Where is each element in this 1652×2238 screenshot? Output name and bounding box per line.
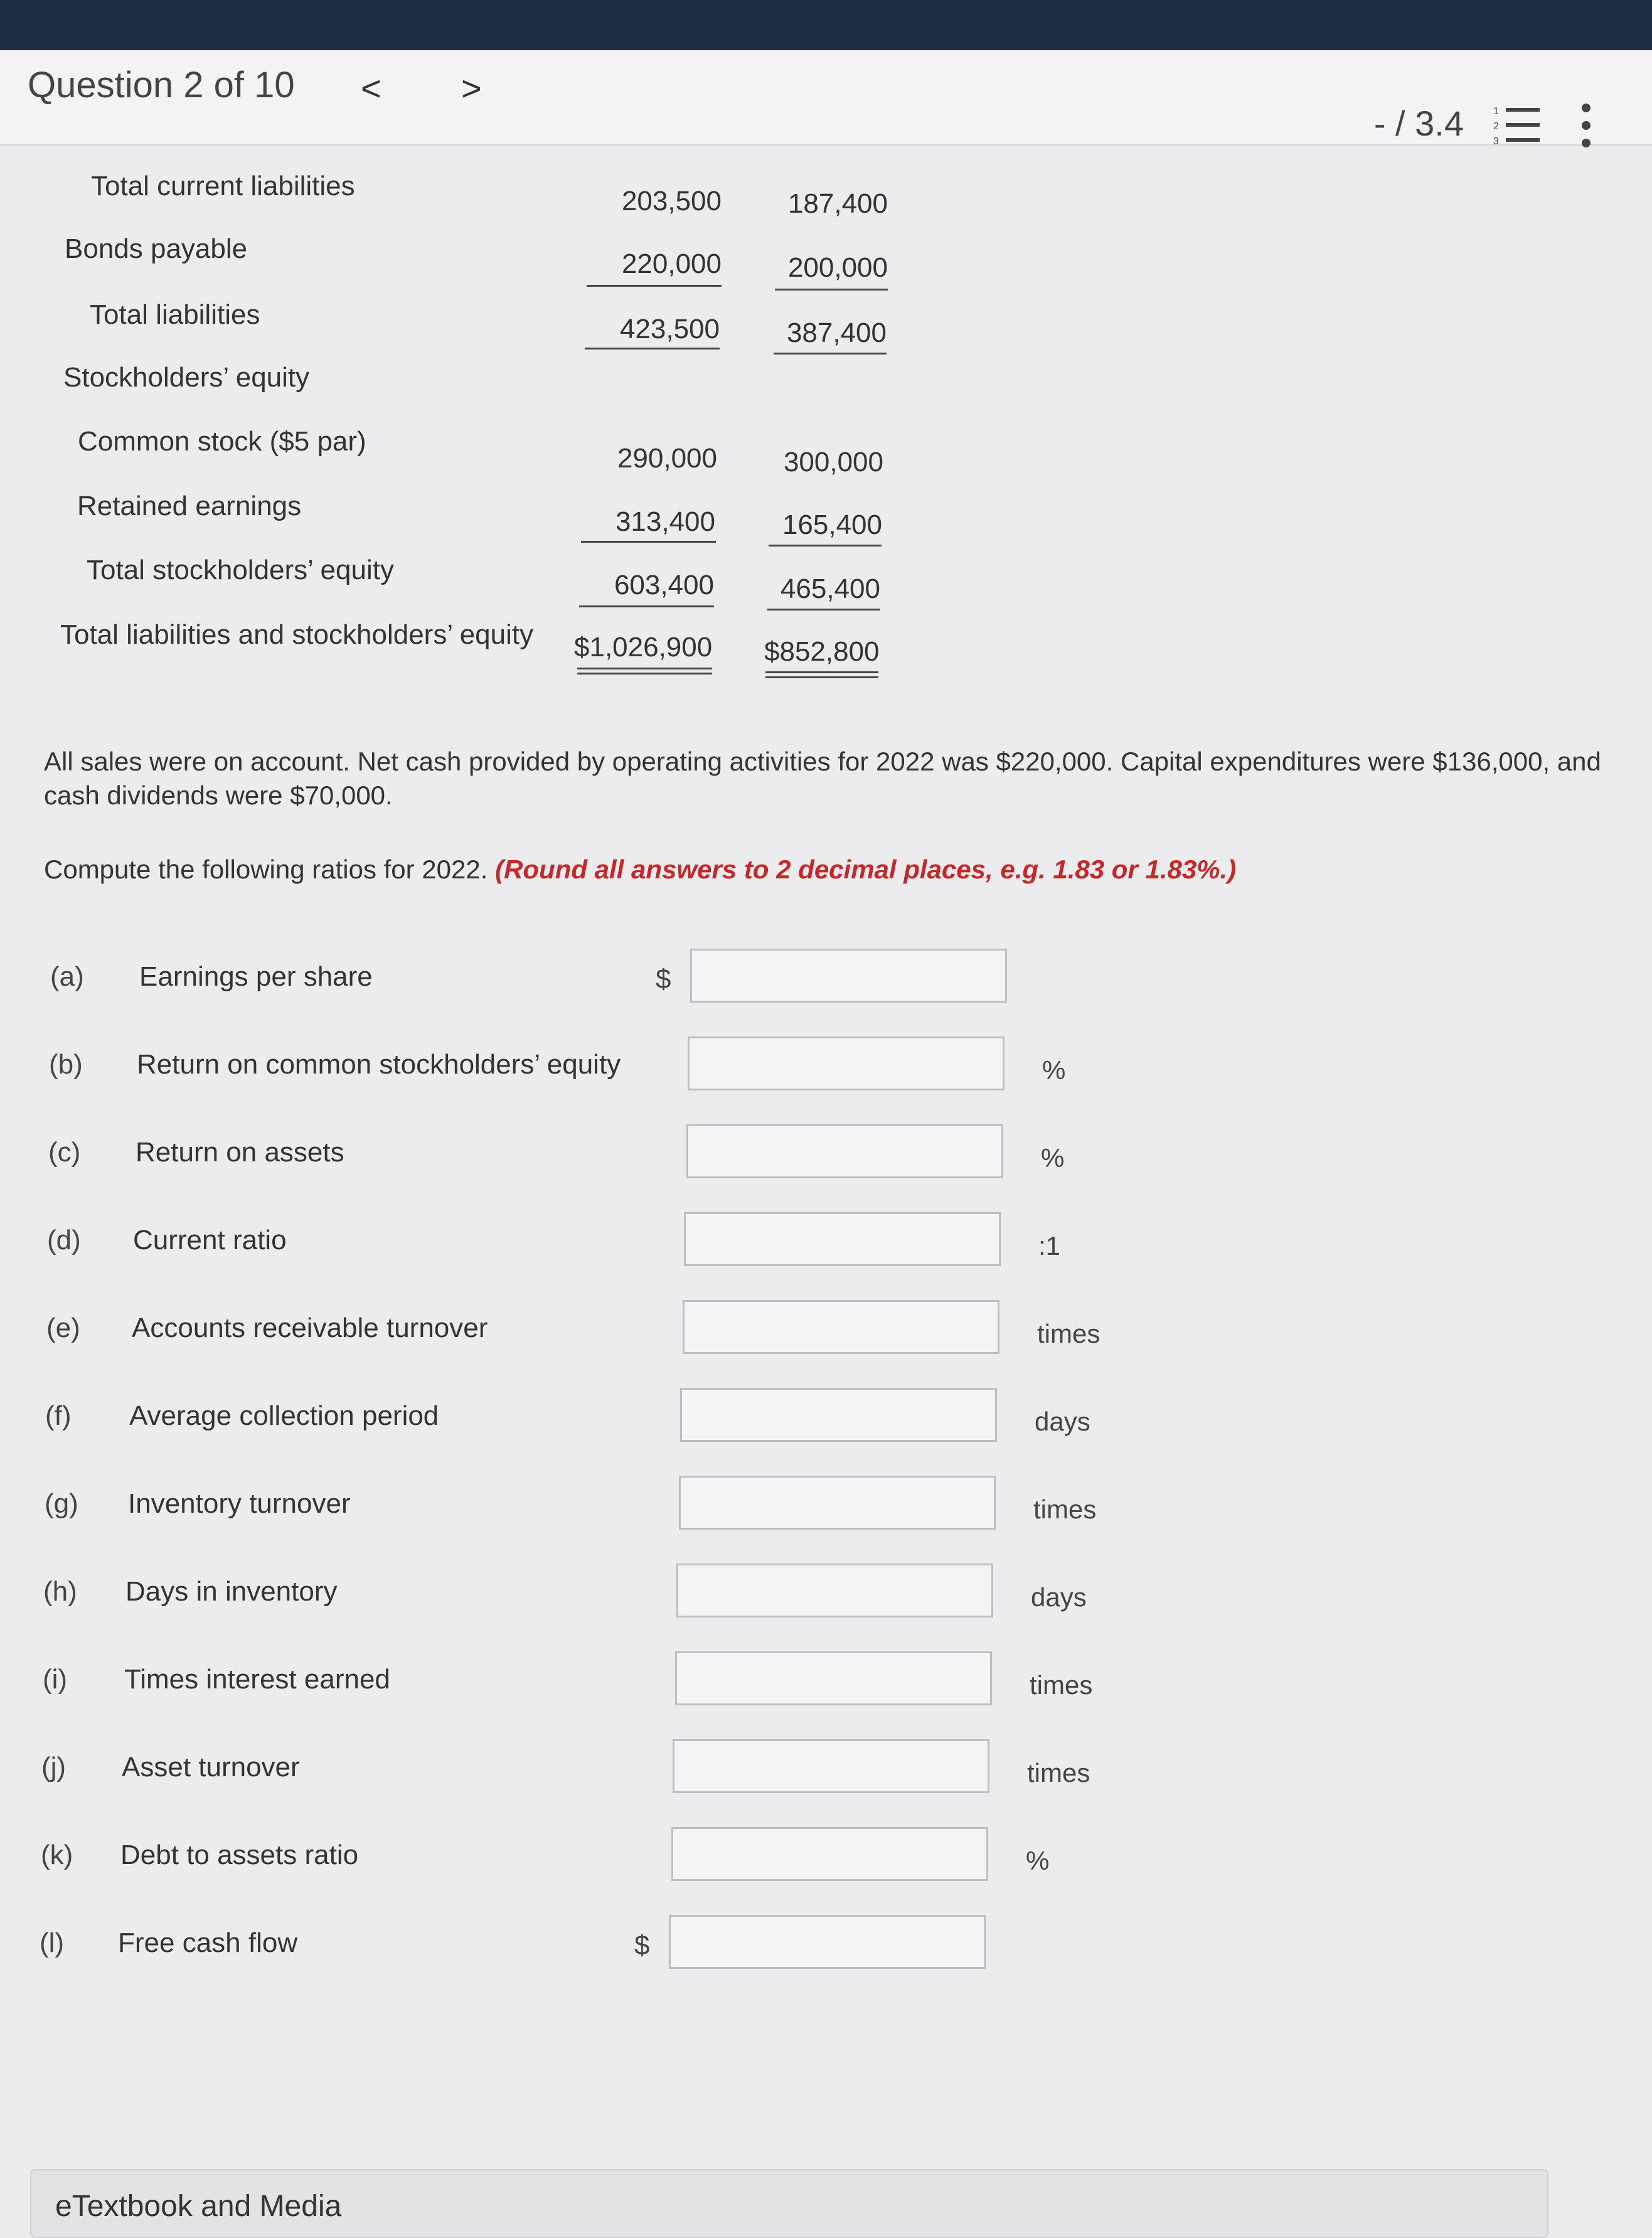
ratio-letter: (d) (47, 1225, 81, 1255)
ratio-answer-input[interactable] (679, 1476, 996, 1530)
ratio-label: Asset turnover (122, 1752, 300, 1782)
ratio-letter: (h) (43, 1576, 77, 1607)
ratio-label: Average collection period (129, 1400, 439, 1431)
bs-2022-bonds-payable: 220,000 (621, 248, 722, 279)
ratio-letter: (l) (40, 1927, 65, 1958)
ratio-label: Return on assets (136, 1137, 344, 1168)
double-underline (765, 676, 878, 678)
ratio-row (0, 1300, 1652, 1363)
bs-2021-bonds-payable: 200,000 (787, 252, 888, 283)
ratio-unit: times (1037, 1319, 1100, 1348)
ratio-answer-input[interactable] (676, 1564, 993, 1617)
ratio-unit: days (1035, 1407, 1090, 1436)
vertical-ellipsis-icon[interactable] (1577, 100, 1596, 151)
underline (587, 285, 722, 287)
bs-2021-common-stock: 300,000 (783, 447, 883, 477)
question-counter: Question 2 of 10 (28, 65, 295, 105)
ratio-letter: (g) (45, 1488, 78, 1519)
ratio-letter: (e) (46, 1313, 80, 1343)
question-content (0, 146, 1652, 2223)
ratio-answer-input[interactable] (683, 1300, 999, 1354)
ratio-answer-input[interactable] (690, 949, 1007, 1003)
ratio-answer-input[interactable] (671, 1827, 988, 1881)
ratio-row (0, 949, 1652, 1011)
ratio-answer-input[interactable] (688, 1036, 1005, 1090)
instruction-main: Compute the following ratios for 2022. (44, 855, 488, 884)
underline (774, 353, 887, 354)
ratio-row (0, 1564, 1652, 1626)
bs-label-stockholders-equity: Stockholders’ equity (63, 362, 310, 393)
svg-text:1: 1 (1493, 106, 1499, 117)
ratio-label: Inventory turnover (128, 1488, 351, 1519)
underline (767, 609, 880, 610)
ratio-label: Earnings per share (139, 961, 373, 992)
bs-2022-total-liabilities-and-equity: $1,026,900 (574, 632, 713, 663)
ratio-label: Current ratio (133, 1225, 287, 1255)
ratio-row (0, 1651, 1652, 1714)
ratio-letter: (c) (48, 1137, 81, 1168)
ratio-answer-input[interactable] (680, 1388, 997, 1442)
ratio-answer-input[interactable] (684, 1212, 1001, 1266)
score: - / 3.4 (1373, 104, 1464, 143)
ratio-letter: (i) (43, 1664, 68, 1695)
ratio-answer-input[interactable] (686, 1124, 1003, 1178)
underline (581, 541, 716, 543)
double-underline (765, 671, 878, 673)
dollar-sign: $ (634, 1930, 650, 1961)
bs-label-total-stockholders-equity: Total stockholders’ equity (87, 555, 394, 585)
underline (775, 289, 888, 290)
bs-label-total-liabilities-and-equity: Total liabilities and stockholders’ equity (60, 619, 534, 650)
bs-2022-total-current-liabilities: 203,500 (621, 186, 722, 216)
ratio-letter: (j) (41, 1752, 67, 1782)
bs-label-common-stock: Common stock ($5 par) (78, 426, 366, 457)
ratio-letter: (b) (49, 1049, 83, 1080)
bs-2021-total-liabilities-and-equity: $852,800 (764, 636, 880, 667)
etextbook-and-media-label[interactable]: eTextbook and Media (55, 2190, 342, 2223)
rounding-instruction: (Round all answers to 2 decimal places, e.g. 1.83 or 1.83%.) (495, 855, 1237, 884)
ratio-label: Return on common stockholders’ equity (137, 1049, 621, 1080)
ratio-answer-input[interactable] (673, 1739, 989, 1793)
ratio-unit: days (1031, 1582, 1087, 1612)
ratio-row (0, 1476, 1652, 1538)
underline (585, 348, 720, 349)
top-bar (0, 0, 1652, 50)
bs-2021-total-liabilities: 387,400 (786, 317, 887, 348)
ratio-answer-input[interactable] (675, 1651, 992, 1705)
underline (579, 605, 714, 607)
bs-label-total-current-liabilities: Total current liabilities (91, 171, 355, 201)
numbered-list-icon[interactable] (1492, 103, 1542, 147)
bs-2022-total-liabilities: 423,500 (619, 314, 720, 344)
ratio-letter: (f) (45, 1400, 72, 1431)
instruction-text (44, 855, 1236, 885)
ratio-unit: % (1026, 1846, 1050, 1875)
bs-label-bonds-payable: Bonds payable (65, 233, 248, 264)
ratio-answer-input[interactable] (669, 1915, 986, 1969)
bs-2021-retained-earnings: 165,400 (782, 509, 882, 540)
ratio-letter: (k) (41, 1840, 73, 1870)
ratio-row (0, 1212, 1652, 1275)
ratio-row (0, 1036, 1652, 1099)
bs-label-total-liabilities: Total liabilities (90, 299, 260, 330)
double-underline (577, 668, 712, 669)
ratio-row (0, 1388, 1652, 1451)
bs-2021-total-stockholders-equity: 465,400 (780, 573, 880, 604)
bs-2022-total-stockholders-equity: 603,400 (614, 570, 714, 600)
underline (769, 545, 882, 546)
ratio-unit: % (1042, 1055, 1066, 1085)
question-header (0, 50, 1652, 146)
next-question-button[interactable]: > (461, 68, 482, 108)
bs-2022-common-stock: 290,000 (617, 443, 717, 474)
bs-2021-total-current-liabilities: 187,400 (787, 188, 888, 219)
ratio-label: Free cash flow (118, 1927, 298, 1958)
ratio-label: Accounts receivable turnover (132, 1313, 488, 1343)
etextbook-and-media-panel[interactable] (30, 2169, 1548, 2238)
problem-paragraph: All sales were on account. Net cash provided by operating activities for 2022 was $220,000. Capital expenditures were $136,000, and cash dividends were $70,000. (44, 747, 1601, 810)
ratio-row (0, 1124, 1652, 1187)
ratio-unit: times (1033, 1495, 1097, 1524)
ratio-row (0, 1915, 1652, 1978)
double-underline (577, 673, 712, 674)
ratio-letter: (a) (50, 961, 84, 992)
ratio-label: Times interest earned (124, 1664, 390, 1695)
ratio-label: Days in inventory (125, 1576, 338, 1607)
bs-2022-retained-earnings: 313,400 (615, 506, 715, 537)
ratio-unit: times (1027, 1758, 1090, 1788)
ratio-unit: :1 (1038, 1231, 1061, 1260)
previous-question-button[interactable]: < (361, 68, 381, 108)
svg-text:2: 2 (1493, 121, 1499, 132)
ratio-row (0, 1739, 1652, 1802)
ratio-unit: times (1030, 1670, 1093, 1700)
dollar-sign: $ (656, 964, 671, 994)
ratio-row (0, 1827, 1652, 1890)
ratio-unit: % (1041, 1143, 1065, 1173)
ratio-label: Debt to assets ratio (120, 1840, 359, 1870)
svg-text:3: 3 (1493, 136, 1499, 147)
bs-label-retained-earnings: Retained earnings (77, 491, 302, 521)
